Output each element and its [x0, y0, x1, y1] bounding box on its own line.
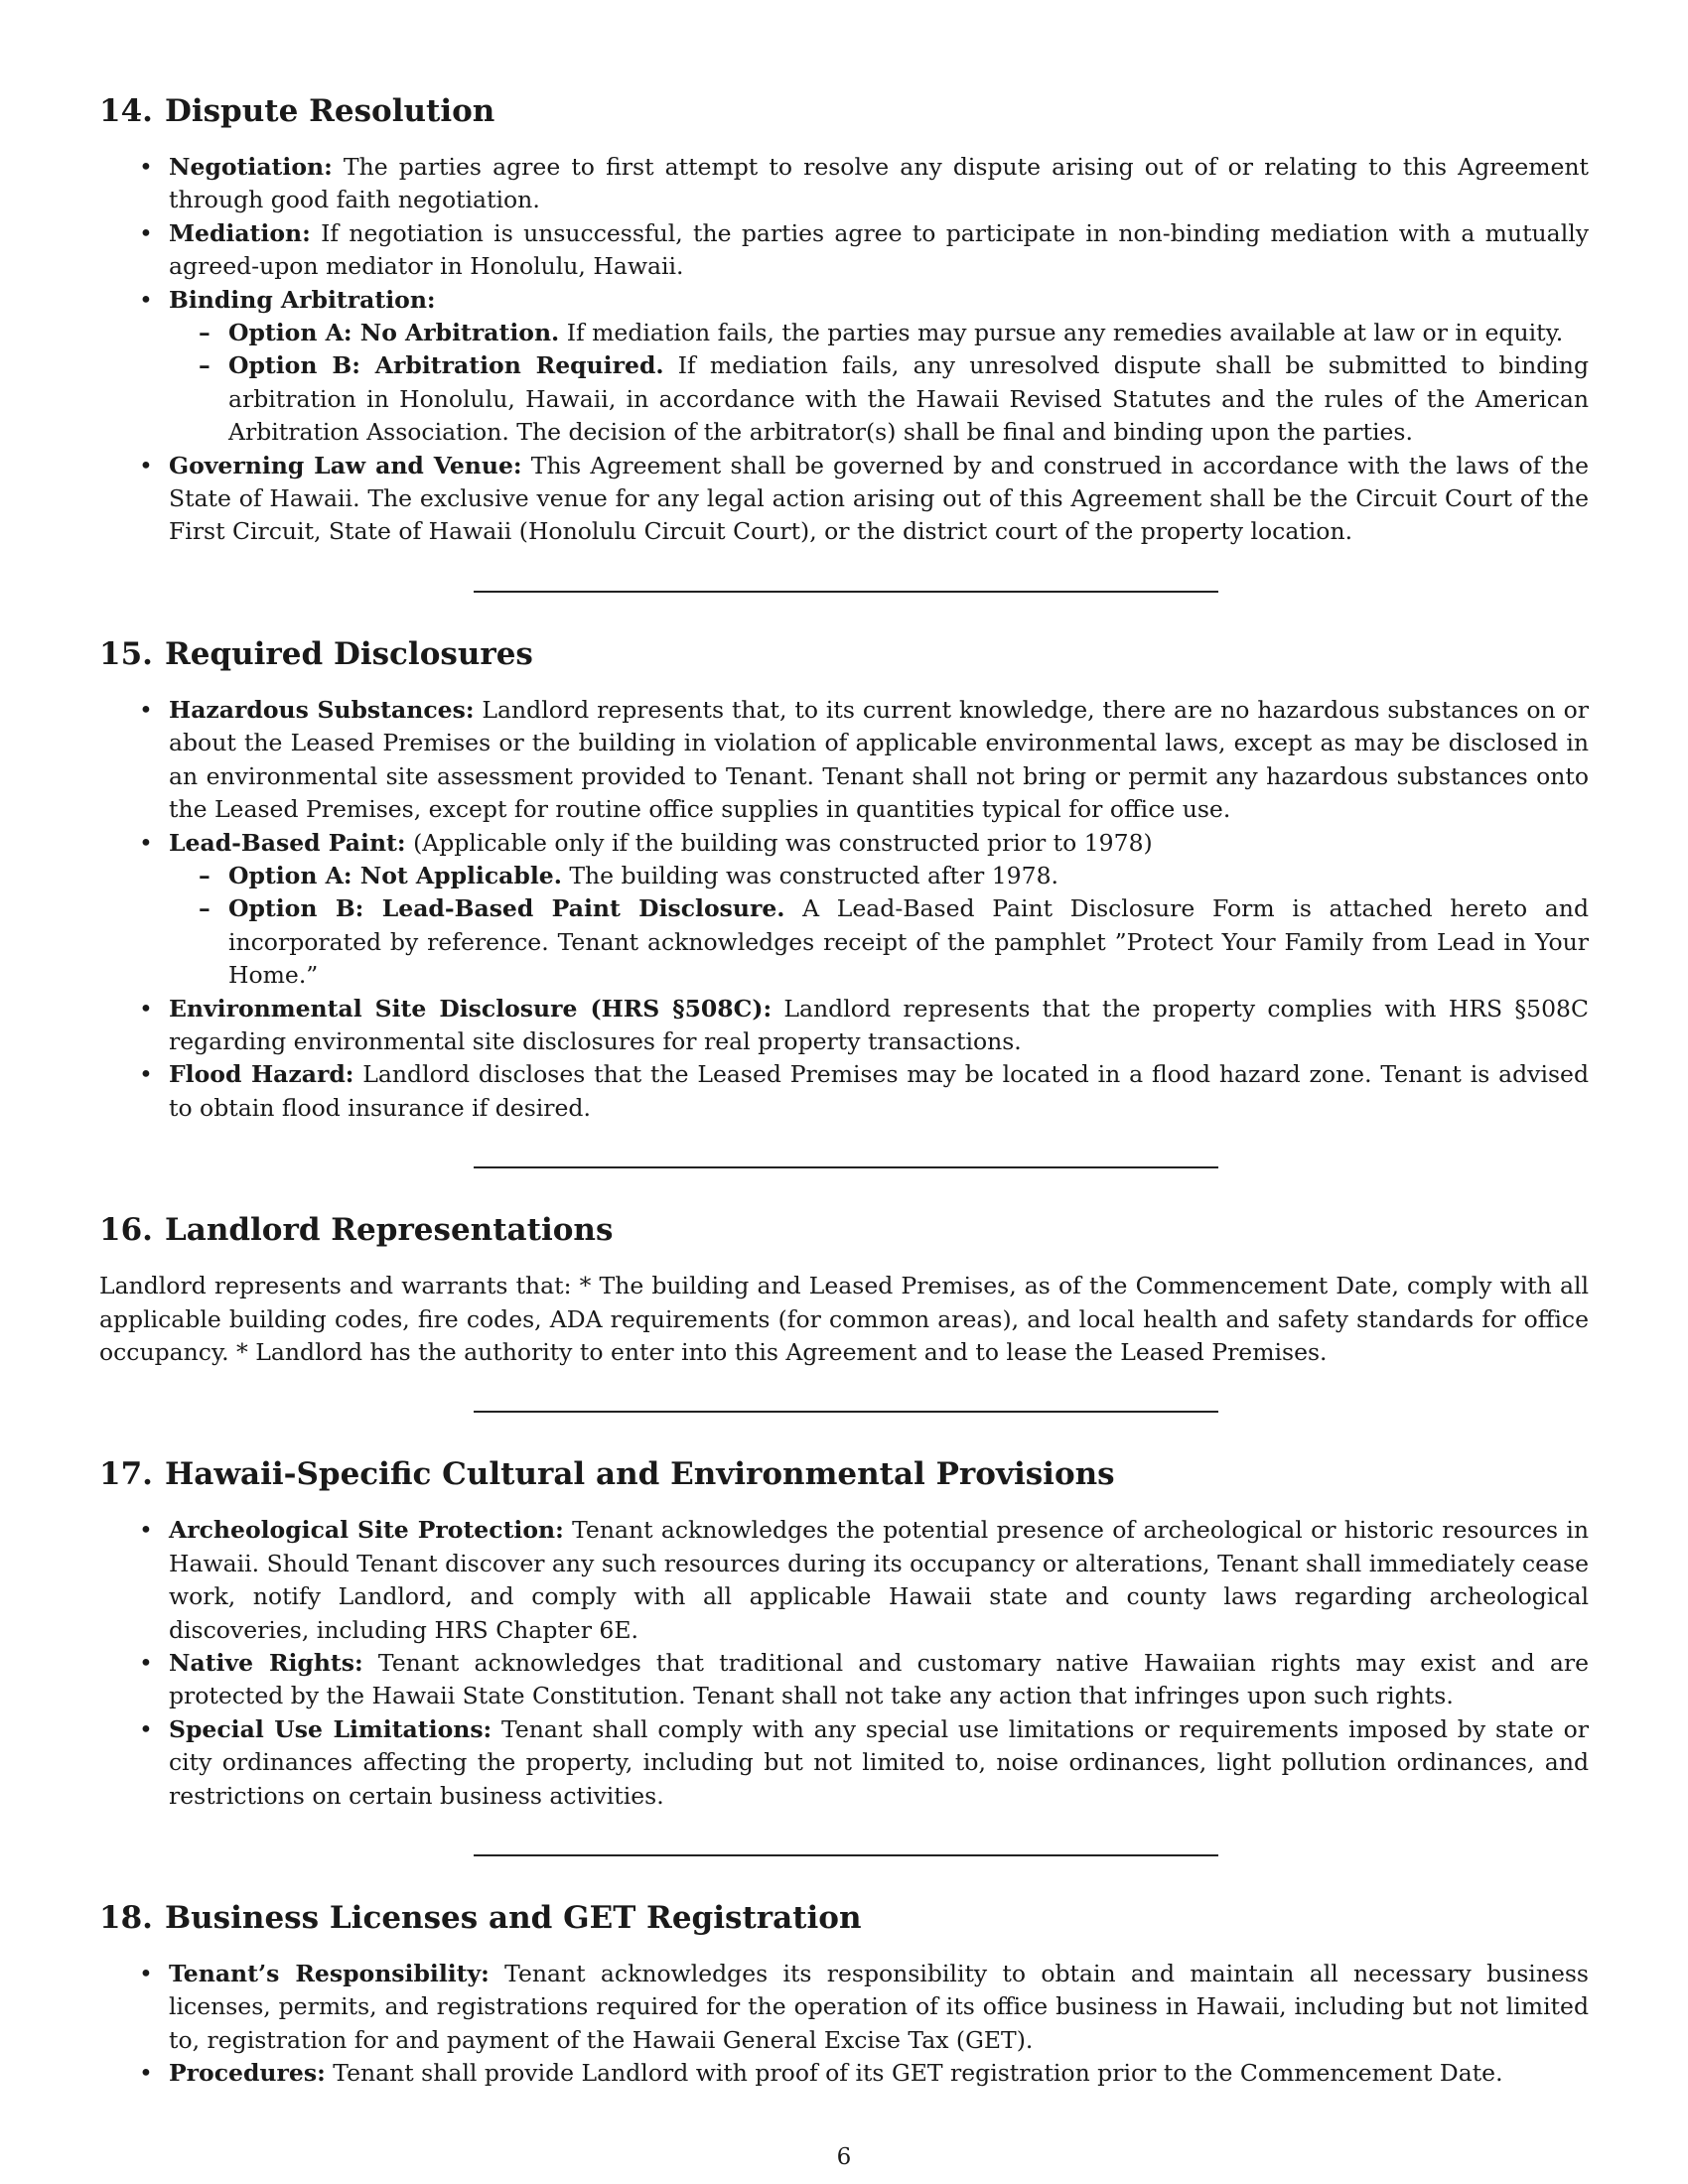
item-label: Archeological Site Protection:	[169, 1516, 564, 1545]
list-item	[99, 1713, 1589, 1813]
section-business-licenses	[99, 1898, 1589, 2091]
item-text: The building was constructed after 1978.	[561, 861, 1058, 889]
sub-list	[169, 317, 1589, 450]
section-number: 15.	[99, 635, 153, 672]
section-heading	[99, 1898, 1589, 1938]
section-heading	[99, 634, 1589, 674]
section-divider	[474, 1166, 1218, 1168]
item-text: Landlord discloses that the Leased Premises may be located in a flood hazard zone. Tenant is advised to obtain flood insurance if desired.	[169, 1060, 1589, 1122]
section-dispute-resolution	[99, 91, 1589, 549]
section-required-disclosures	[99, 634, 1589, 1125]
item-text: Landlord represents that the property complies with HRS §508C regarding environmental site disclosures for real property transactions.	[169, 994, 1589, 1055]
item-label: Flood Hazard:	[169, 1060, 354, 1089]
item-text: If mediation fails, any unresolved dispute shall be submitted to binding arbitration in Honolulu, Hawaii, in accordance with the Hawaii Revised Statutes and the rules of the American Arbitration Association. The decision of the arbitrator(s) shall be final and binding upon the parties.	[228, 351, 1589, 447]
item-text: The parties agree to first attempt to resolve any dispute arising out of or relating to this Agreement through good faith negotiation.	[169, 153, 1589, 214]
list-item	[99, 1647, 1589, 1713]
section-heading	[99, 1454, 1589, 1494]
section-title: Business Licenses and GET Registration	[164, 1900, 862, 1937]
item-text: Tenant shall provide Landlord with proof of its GET registration prior to the Commencement Date.	[325, 2059, 1503, 2088]
item-label: Binding Arbitration:	[169, 285, 436, 314]
section-divider	[474, 1411, 1218, 1413]
item-text: A Lead-Based Paint Disclosure Form is attached hereto and incorporated by reference. Tenant acknowledges receipt of the pamphlet ”Protect Your Family from Lead in Your Home.”	[228, 894, 1589, 990]
item-label: Option B: Arbitration Required.	[228, 351, 664, 380]
item-text: Tenant acknowledges the potential presence of archeological or historic resources in Hawaii. Should Tenant discover any such resources during its occupancy or alterations, Tenant shall immediately cease work, notify Landlord, and comply with all applicable Hawaii state and county laws regarding archeological discoveries, including HRS Chapter 6E.	[169, 1516, 1590, 1644]
item-text: This Agreement shall be governed by and construed in accordance with the laws of the State of Hawaii. The exclusive venue for any legal action arising out of this Agreement shall be the Circuit Court of the First Circuit, State of Hawaii (Honolulu Circuit Court), or the district court of the property location.	[169, 451, 1590, 546]
item-text: Landlord represents that, to its current knowledge, there are no hazardous substances on or about the Leased Premises or the building in violation of applicable environmental laws, except as may be disclosed in an environmental site assessment provided to Tenant. Tenant shall not bring or permit any hazardous substances onto the Leased Premises, except for routine office supplies in quantities typical for office use.	[169, 695, 1589, 824]
item-label: Special Use Limitations:	[169, 1714, 492, 1743]
section-number: 18.	[99, 1900, 153, 1937]
item-text: Tenant acknowledges its responsibility to obtain and maintain all necessary business licenses, permits, and registrations required for the operation of its office business in Hawaii, including but not limited to, registration for and payment of the Hawaii General Excise Tax (GET).	[169, 1960, 1589, 2054]
sub-list	[169, 860, 1589, 993]
list-item	[99, 827, 1589, 993]
item-text: (Applicable only if the building was constructed prior to 1978)	[405, 828, 1153, 857]
list-item	[99, 993, 1589, 1059]
sub-list-item	[169, 892, 1589, 992]
list-item	[99, 1058, 1589, 1125]
section-title: Required Disclosures	[164, 635, 533, 672]
item-label: Hazardous Substances:	[169, 695, 475, 724]
section-paragraph: Landlord represents and warrants that: * The building and Leased Premises, as of the Commencement Date, comply with all applicable building codes, fire codes, ADA requirements (for common areas), and local health and safety standards for office occupancy. * Landlord has the authority to enter into this Agreement and to lease the Leased Premises.	[99, 1272, 1589, 1366]
item-text: If mediation fails, the parties may pursue any remedies available at law or in equity.	[559, 319, 1564, 347]
section-heading	[99, 91, 1589, 131]
item-label: Tenant’s Responsibility:	[169, 1960, 490, 1988]
section-heading	[99, 1210, 1589, 1250]
bullet-list	[99, 1958, 1589, 2091]
list-item	[99, 284, 1589, 450]
item-label: Native Rights:	[169, 1649, 363, 1677]
section-number: 14.	[99, 93, 153, 129]
list-item	[99, 450, 1589, 549]
item-label: Negotiation:	[169, 153, 333, 181]
item-label: Option A: Not Applicable.	[228, 861, 562, 889]
section-divider	[474, 591, 1218, 593]
page-number: 6	[836, 2144, 852, 2170]
section-divider	[474, 1854, 1218, 1856]
item-label: Lead-Based Paint:	[169, 828, 406, 857]
bullet-list	[99, 694, 1589, 1125]
item-text: Tenant acknowledges that traditional and customary native Hawaiian rights may exist and are protected by the Hawaii State Constitution. Tenant shall not take any action that infringes upon such rights.	[169, 1649, 1590, 1710]
section-hawaii-provisions	[99, 1454, 1589, 1813]
sub-list-item	[169, 317, 1589, 349]
list-item	[99, 694, 1589, 827]
section-title: Dispute Resolution	[164, 93, 495, 129]
item-label: Procedures:	[169, 2059, 326, 2088]
item-label: Mediation:	[169, 218, 311, 247]
section-title: Hawaii-Specific Cultural and Environmental Provisions	[164, 1456, 1115, 1493]
section-title: Landlord Representations	[164, 1212, 614, 1249]
section-number: 17.	[99, 1456, 153, 1493]
bullet-list	[99, 1514, 1589, 1813]
list-item	[99, 1958, 1589, 2057]
item-label: Governing Law and Venue:	[169, 451, 522, 479]
list-item	[99, 151, 1589, 217]
document-page	[99, 91, 1589, 2091]
list-item	[99, 1514, 1589, 1647]
section-number: 16.	[99, 1212, 153, 1249]
section-landlord-representations	[99, 1210, 1589, 1369]
item-text: Tenant shall comply with any special use limitations or requirements imposed by state or city ordinances affecting the property, including but not limited to, noise ordinances, light pollution ordinances, and restrictions on certain business activities.	[169, 1714, 1589, 1810]
item-label: Option A: No Arbitration.	[228, 319, 560, 347]
list-item	[99, 2057, 1589, 2090]
list-item	[99, 217, 1589, 284]
item-label: Environmental Site Disclosure (HRS §508C):	[169, 994, 773, 1023]
item-text: If negotiation is unsuccessful, the parties agree to participate in non-binding mediation with a mutually agreed-upon mediator in Honolulu, Hawaii.	[169, 218, 1589, 281]
sub-list-item	[169, 860, 1589, 892]
item-label: Option B: Lead-Based Paint Disclosure.	[228, 894, 785, 923]
bullet-list	[99, 151, 1589, 549]
sub-list-item	[169, 349, 1589, 449]
